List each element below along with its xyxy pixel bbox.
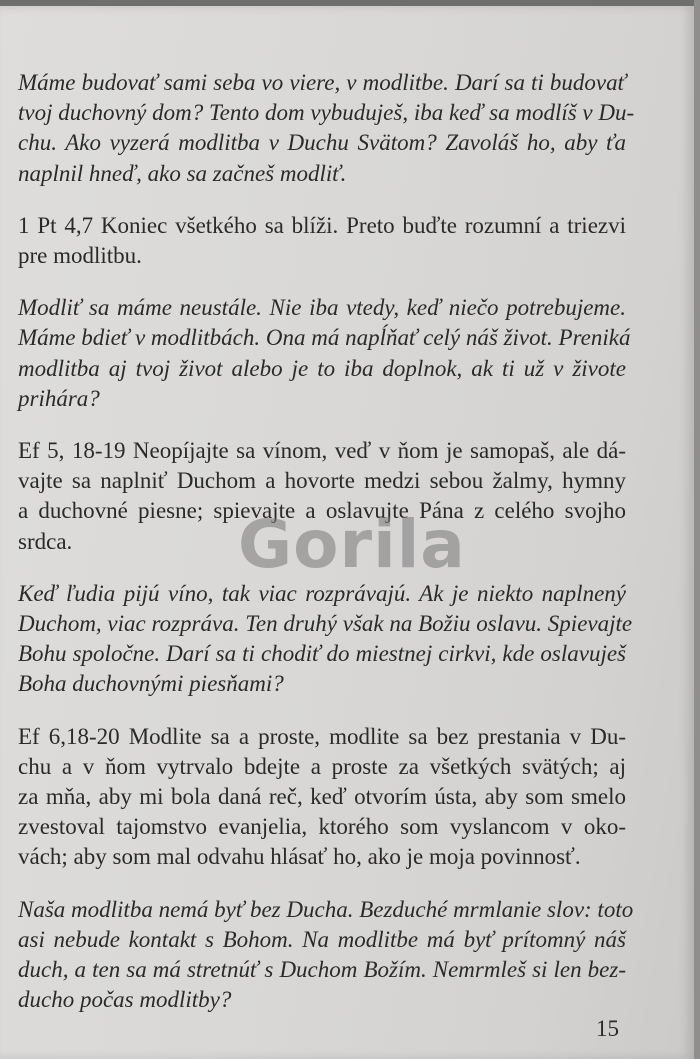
text-line: Máme budovať sami seba vo viere, v modlitbe. Darí sa ti budovať (18, 70, 626, 95)
commentary-paragraph (18, 293, 631, 414)
text-line: duch, a ten sa má stretnúť s Duchom Božím. Nemrmleš si len bez- (18, 957, 626, 983)
text-line: srdca. (18, 528, 73, 554)
scripture-paragraph (18, 722, 626, 873)
text-line: Boha duchovnými piesňami? (18, 671, 284, 697)
book-page (0, 6, 694, 1059)
text-line: Naša modlitba nemá byť bez Ducha. Bezduché mrmlanie slov: toto (18, 896, 634, 922)
text-line: Duchom, viac rozpráva. Ten druhý však na Božiu oslavu. Spievajte (18, 611, 633, 637)
text-line: modlitba aj tvoj život alebo je to iba doplnok, ak ti už v živote (18, 355, 626, 381)
text-line: Ef 6,18-20 Modlite sa a proste, modlite sa bez prestania v Du- (18, 723, 626, 749)
page-edge (694, 0, 700, 1059)
text-line: Keď ľudia pijú víno, tak viac rozprávajú. Ak je niekto naplnený (18, 580, 626, 606)
text-line: Máme bdieť v modlitbách. Ona má napĺňať celý náš život. Preniká (18, 325, 631, 351)
scripture-paragraph (18, 436, 626, 557)
page-text (18, 68, 635, 1037)
text-line: tvoj duchovný dom? Tento dom vybuduješ, iba keď sa modlíš v Du- (18, 100, 635, 126)
commentary-paragraph (18, 68, 635, 189)
text-line: asi nebude kontakt s Bohom. Na modlitbe má byť prítomný náš (18, 926, 626, 952)
text-line: naplnil hneď, ako sa začneš modliť. (18, 160, 347, 186)
text-line: Ef 5, 18-19 Neopíjajte sa vínom, veď v ňom je samopaš, ale dá- (18, 438, 626, 464)
text-line: ducho počas modlitby? (18, 987, 232, 1013)
text-line: vajte sa naplniť Duchom a hovorte medzi sebou žalmy, hymny (18, 468, 626, 494)
text-line: prihára? (18, 385, 100, 411)
text-line: 1 Pt 4,7 Koniec všetkého sa blíži. Preto buďte rozumní a triezvi (18, 212, 626, 238)
text-line: pre modlitbu. (18, 243, 142, 269)
text-line: za mňa, aby mi bola daná reč, keď otvorím ústa, aby som smelo (18, 784, 626, 810)
text-line: Modliť sa máme neustále. Nie iba vtedy, keď niečo potrebujeme. (18, 295, 626, 321)
text-line: chu a v ňom vytrvalo bdejte a proste za všetkých svätých; aj (18, 753, 626, 779)
page-number: 15 (596, 1016, 619, 1041)
text-line: chu. Ako vyzerá modlitba v Duchu Svätom? Zavoláš ho, aby ťa (18, 130, 626, 156)
watermark-logo: Gorila (238, 506, 466, 583)
text-line: Bohu spoločne. Darí sa ti chodiť do miestnej cirkvi, kde oslavuješ (18, 641, 626, 667)
text-line: vách; aby som mal odvahu hlásať ho, ako je moja povinnosť. (18, 844, 581, 870)
scripture-paragraph (18, 211, 626, 271)
text-line: zvestoval tajomstvo evanjelia, ktorého som vyslancom v oko- (18, 814, 626, 840)
commentary-paragraph (18, 579, 633, 700)
text-line: a duchovné piesne; spievajte a oslavujte Pána z celého svojho (18, 498, 626, 524)
commentary-paragraph (18, 895, 634, 1016)
